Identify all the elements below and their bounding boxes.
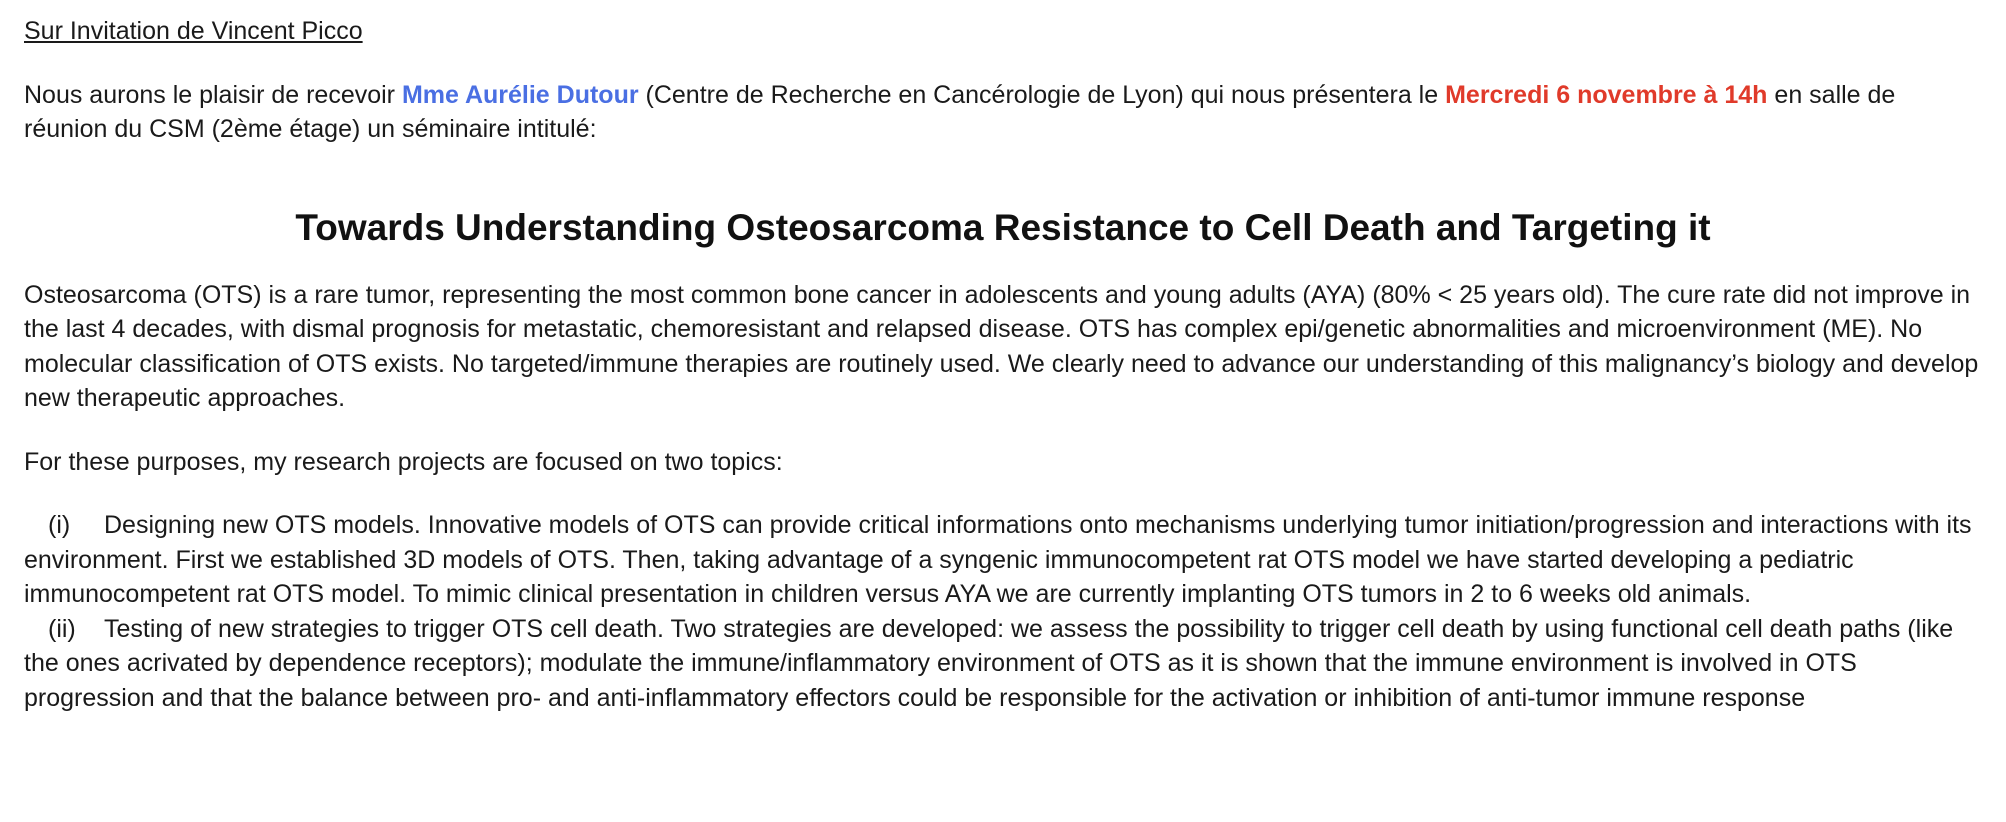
intro-paragraph <box>24 78 1982 147</box>
topic-item <box>24 508 1982 612</box>
topics-list <box>24 508 1982 715</box>
intro-text-before: Nous aurons le plaisir de recevoir <box>24 80 402 109</box>
seminar-title: Towards Understanding Osteosarcoma Resistance to Cell Death and Targeting it <box>295 206 1711 248</box>
topic-item <box>24 612 1982 716</box>
abstract-paragraph: Osteosarcoma (OTS) is a rare tumor, representing the most common bone cancer in adolescents and young adults (AYA) (80% < 25 years old). The cure rate did not improve in the last 4 decades, with dismal prognosis for metastatic, chemoresistant and relapsed disease. OTS has complex epi/genetic abnormalities and microenvironment (ME). No molecular classification of OTS exists. No targeted/immune therapies are routinely used. We clearly need to advance our understanding of this malignancy’s biology and develop new therapeutic approaches. <box>24 280 1979 412</box>
topic-text: Testing of new strategies to trigger OTS cell death. Two strategies are developed: we assess the possibility to trigger cell death by using functional cell death paths (like the ones acrivated by dependence receptors); modulate the immune/inflammatory environment of OTS as it is shown that the immune environment is involved in OTS progression and that the balance between pro- and anti-inflammatory effectors could be responsible for the activation or inhibition of anti-tumor immune response <box>24 614 1954 712</box>
purposes-paragraph: For these purposes, my research projects are focused on two topics: <box>24 447 783 476</box>
topic-number: (i) <box>48 511 71 539</box>
invitation-line: Sur Invitation de Vincent Picco <box>24 17 363 45</box>
seminar-date: Mercredi 6 novembre à 14h <box>1445 80 1768 109</box>
topic-text: Designing new OTS models. Innovative models of OTS can provide critical informations onto mechanisms underlying tumor initiation/progression and interactions with its environment. First we established 3D models of OTS. Then, taking advantage of a syngenic immunocompetent rat OTS model we have started developing a pediatric immunocompetent rat OTS model. To mimic clinical presentation in children versus AYA we are currently implanting OTS tumors in 2 to 6 weeks old animals. <box>24 511 1972 608</box>
intro-text-after: en salle de réunion du CSM (2ème étage) un séminaire intitulé: <box>24 80 1896 143</box>
speaker-name: Mme Aurélie Dutour <box>401 80 639 109</box>
topic-number: (ii) <box>48 614 76 643</box>
intro-text-middle: (Centre de Recherche en Cancérologie de Lyon) qui nous présentera le <box>638 80 1446 109</box>
